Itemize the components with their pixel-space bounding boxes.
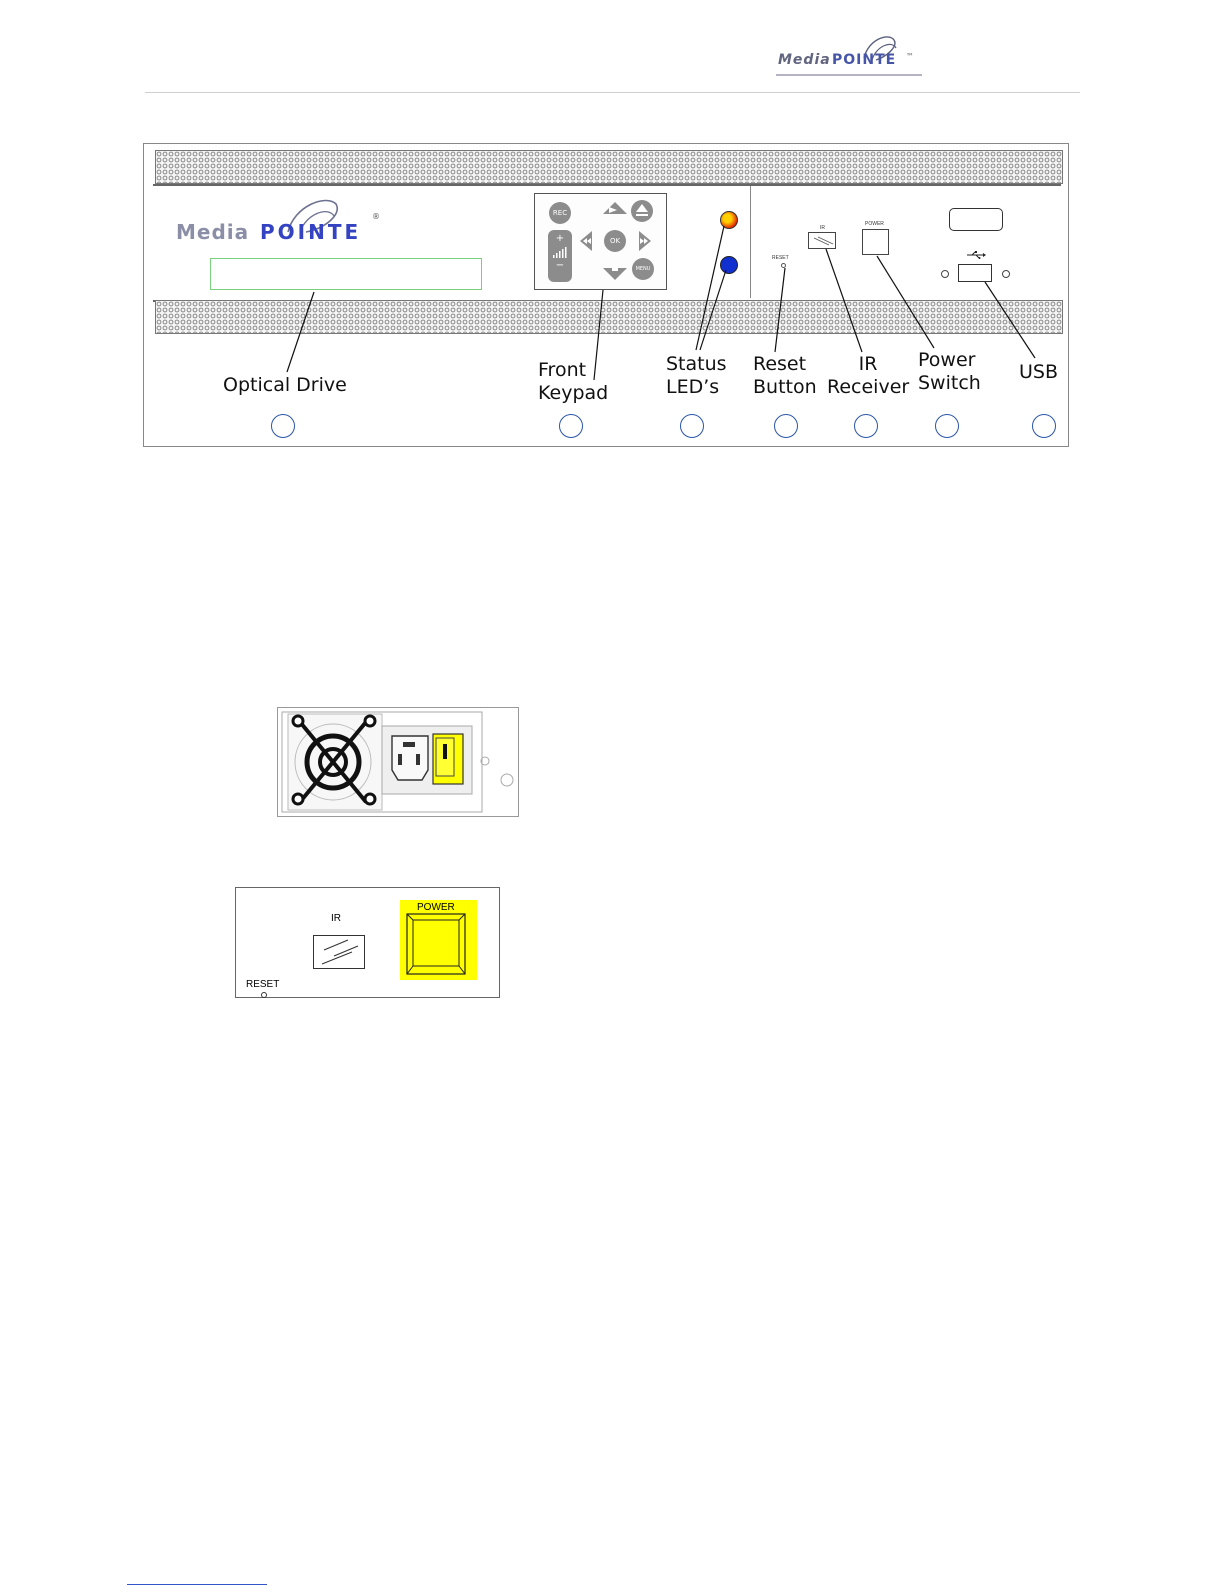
rec-key-label: REC xyxy=(552,209,568,217)
callout-ir-receiver: IR Receiver xyxy=(827,353,910,398)
detail-ir-window xyxy=(313,935,365,969)
front-logo-text-left: Media xyxy=(176,220,250,244)
number-circle-front-keypad xyxy=(559,414,583,438)
detail-panel-figure xyxy=(235,887,500,998)
number-circle-reset-button xyxy=(774,414,798,438)
number-circle-usb xyxy=(1032,414,1056,438)
header-logo-mark: ™ xyxy=(906,52,914,61)
rear-power-supply-drawing xyxy=(278,708,518,816)
volume-up-label: + xyxy=(555,233,565,244)
detail-ir-hatch-icon xyxy=(314,936,366,970)
callout-leader-lines xyxy=(0,0,1225,460)
callout-front-keypad: Front Keypad xyxy=(538,359,609,404)
menu-key-label: MENU xyxy=(635,266,651,272)
callout-reset-button: Reset Button xyxy=(753,353,817,398)
detail-ir-label: IR xyxy=(331,913,341,924)
reset-small-label: RESET xyxy=(772,255,789,261)
callout-power-switch: Power Switch xyxy=(918,349,981,394)
front-logo-text-right: POINTE xyxy=(260,220,362,244)
callout-optical-drive: Optical Drive xyxy=(223,374,347,396)
callout-status-leds: Status LED’s xyxy=(666,353,727,398)
rear-power-supply-figure xyxy=(277,707,519,817)
header-logo-text-left: Media xyxy=(778,52,831,68)
detail-reset-label: RESET xyxy=(246,979,280,990)
number-circle-optical-drive xyxy=(271,414,295,438)
volume-down-label: − xyxy=(555,260,565,271)
detail-power-button-icon xyxy=(400,900,477,980)
detail-power-highlight[interactable] xyxy=(400,900,477,980)
number-circle-ir-receiver xyxy=(854,414,878,438)
header-logo-text-right: POINTE xyxy=(832,52,897,68)
front-logo-mark: ® xyxy=(372,212,380,221)
detail-reset-pinhole[interactable] xyxy=(261,992,267,998)
power-small-label: POWER xyxy=(865,221,884,227)
ir-small-label: IR xyxy=(820,225,825,231)
detail-power-label: POWER xyxy=(417,902,455,913)
ok-key-label: OK xyxy=(609,237,621,245)
number-circle-power-switch xyxy=(935,414,959,438)
callout-usb: USB xyxy=(1019,361,1059,383)
number-circle-status-leds xyxy=(680,414,704,438)
